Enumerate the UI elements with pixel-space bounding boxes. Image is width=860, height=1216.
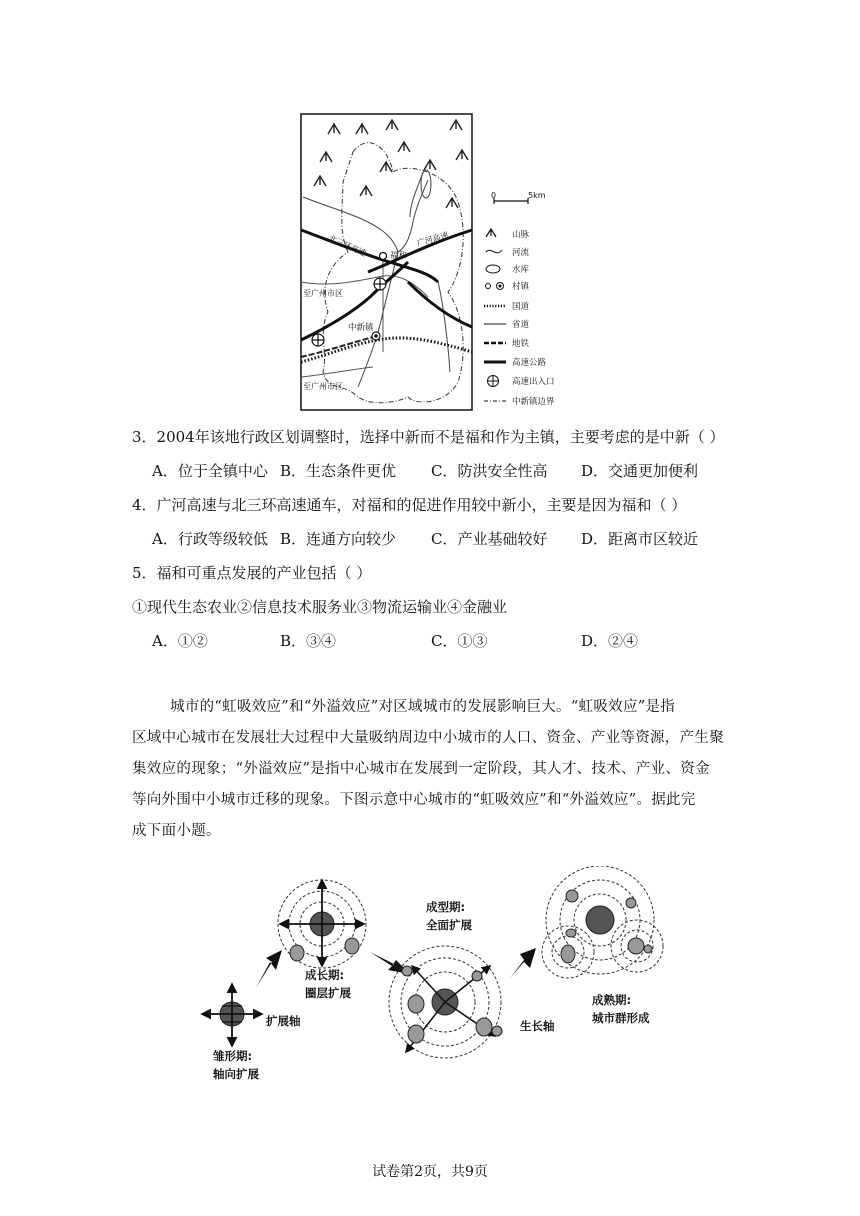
svg-text:0: 0 [491,191,497,200]
svg-text:高速出入口: 高速出入口 [512,377,555,387]
q5-stem: 5．福和可重点发展的产业包括（ ） [132,564,372,582]
stage-arrow-3 [510,948,536,978]
stage2-growth [278,880,366,968]
stage-arrow-1 [256,950,282,988]
fuhe-village-icon [380,253,387,260]
q4-stem: 4．广河高速与北三环高速通车，对福和的促进作用较中新小，主要是因为福和（ ） [132,496,687,514]
q5-option-b[interactable]: B．③④ [280,632,337,650]
q3-option-a[interactable]: A．位于全镇中心 [152,462,268,480]
svg-text:省道: 省道 [512,320,530,330]
stage3-axis-label: 生长轴 [520,1019,555,1033]
q5-option-a[interactable]: A．①② [152,632,208,650]
passage-line-3: 集效应的现象；“外溢效应”是指中心城市在发展到一定阶段，其人才、技术、产业、资金 [132,761,710,777]
label-to-guangzhou-2: 至广州市区 [303,382,343,391]
stage3-label-1: 成型期: [426,900,466,914]
svg-text:5km: 5km [528,191,546,200]
q4-option-c[interactable]: C．产业基础较好 [431,530,548,548]
map-legend [484,229,555,407]
label-to-guangzhou-1: 至广州市区 [303,289,343,298]
svg-text:国道: 国道 [512,302,530,312]
svg-text:村镇: 村镇 [512,282,530,292]
passage-line-2: 区域中心城市在发展壮大过程中大量吸纳周边中小城市的人口、资金、产业等资源，产生聚 [132,730,724,746]
q5-option-d[interactable]: D．②④ [581,632,639,650]
q4-option-b[interactable]: B．连通方向较少 [280,530,397,548]
stage2-label-2: 圈层扩展 [305,986,351,1000]
label-zhongxin: 中新镇 [348,323,374,333]
q3-option-d[interactable]: D．交通更加便利 [581,462,699,480]
stage1-label-1: 雏形期: [213,1049,253,1063]
svg-text:河流: 河流 [512,248,530,258]
passage-line-1: 城市的“虹吸效应”和“外溢效应”对区域城市的发展影响巨大。“虹吸效应”是指 [170,699,676,715]
svg-text:高速公路: 高速公路 [512,358,547,368]
passage-line-4: 等向外围中小城市迁移的现象。下图示意中心城市的“虹吸效应”和“外溢效应”。据此完 [132,792,696,808]
mountain-icon [486,229,496,237]
expressway-exit-icon [488,376,499,387]
svg-text:地铁: 地铁 [512,339,530,349]
stage4-maturity [542,866,663,978]
q5-option-c[interactable]: C．①③ [431,632,488,650]
q3-option-c[interactable]: C．防洪安全性高 [431,462,548,480]
stage4-label-2: 城市群形成 [592,1011,650,1025]
stage1-axis-label: 扩展轴 [266,1014,301,1028]
provincial-roads [301,252,428,377]
page-footer: 试卷第2页，共9页 [372,1164,488,1180]
label-fuhe: 福和 [390,251,408,261]
q3-stem: 3．2004年该地行政区划调整时，选择中新而不是福和作为主镇，主要考虑的是中新（ ） [132,428,725,446]
city-stage-diagram [190,866,670,1091]
stage1-label-2: 轴向扩展 [213,1067,259,1081]
stage1-embryo [202,984,262,1046]
q5-items: ①现代生态农业②信息技术服务业③物流运输业④金融业 [132,598,508,616]
reservoir-icon [486,265,500,273]
stage3-label-2: 全面扩展 [426,918,472,932]
scale-bar [491,191,546,204]
q4-option-d[interactable]: D．距离市区较近 [581,530,699,548]
river-icon [486,250,502,253]
q4-option-a[interactable]: A．行政等级较低 [152,530,268,548]
svg-text:中新镇边界: 中新镇边界 [512,397,555,407]
passage-line-5: 成下面小题。 [132,823,221,839]
svg-text:水库: 水库 [512,265,530,275]
map-figure [298,112,570,412]
label-guanghe: 广河高速 [416,230,450,248]
svg-text:山脉: 山脉 [512,230,530,240]
stage2-label-1: 成长期: [305,968,345,982]
label-beisanhuan: 北三环高速 [327,233,368,259]
q3-option-b[interactable]: B．生态条件更优 [280,462,397,480]
stage4-label-1: 成熟期: [592,993,632,1007]
village-town-icon [486,283,504,290]
stage3-formation [389,946,502,1058]
